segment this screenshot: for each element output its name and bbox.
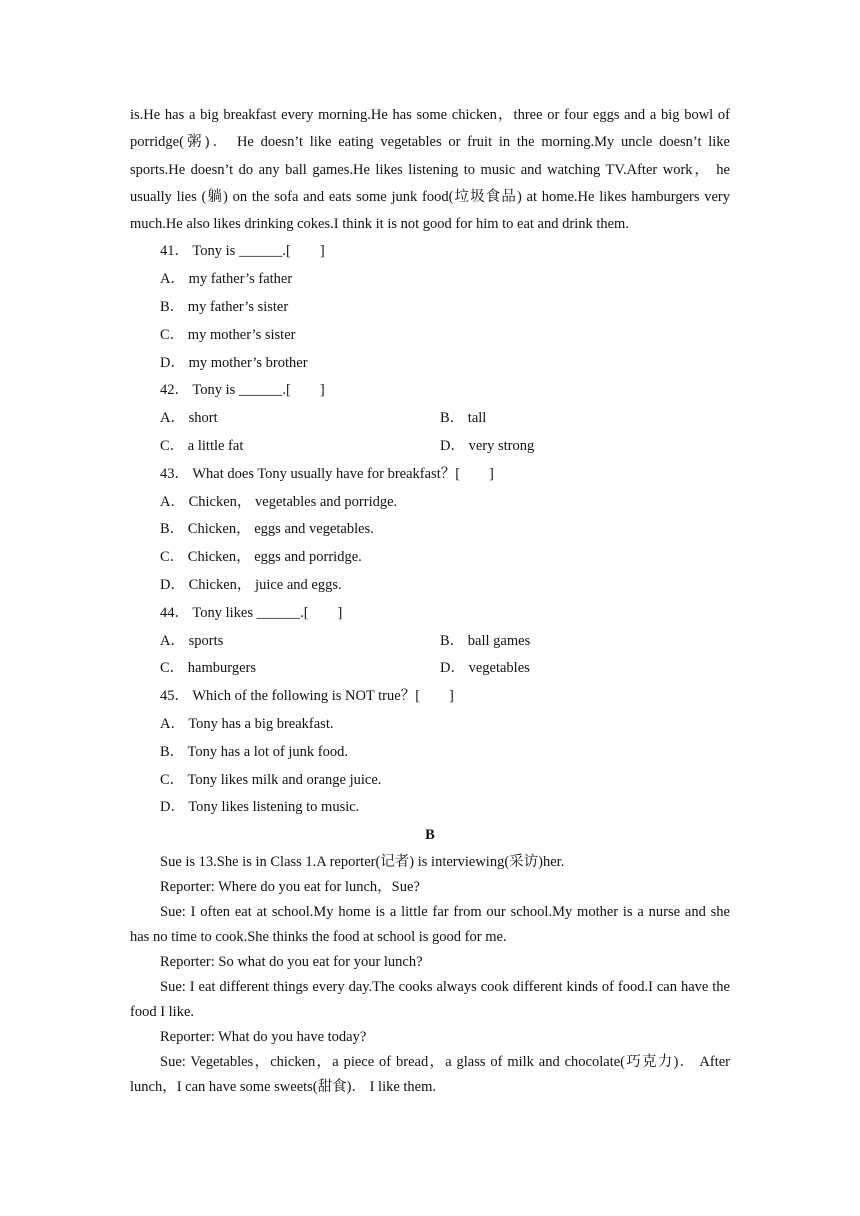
option-a: A． short: [160, 410, 218, 427]
passage-b-paragraph: Sue: I eat different things every day.The cooks always cook different kinds of food.I can have the food I like.: [130, 979, 730, 1021]
option-a: A． Tony has a big breakfast.: [160, 716, 334, 733]
question-43: [130, 461, 730, 600]
options-row: [130, 405, 730, 433]
option-c: C． hamburgers: [160, 660, 256, 677]
option-a: A． sports: [160, 632, 224, 649]
option-d: D． Chicken， juice and eggs.: [160, 577, 342, 594]
passage-b-paragraph: Sue is 13.She is in Class 1.A reporter(记者) is interviewing(采访)her.: [160, 854, 565, 871]
passage-a-continuation: [130, 102, 730, 238]
option-d: D． very strong: [440, 438, 535, 455]
option-a: A． Chicken， vegetables and porridge.: [160, 493, 398, 510]
option-d: D． my mother’s brother: [160, 354, 308, 371]
question-stem: 41． Tony is ______.[ ]: [160, 243, 325, 260]
option-b: B． Tony has a lot of junk food.: [160, 743, 349, 760]
section-b: [130, 822, 730, 1100]
option-a: A． my father’s father: [160, 271, 293, 288]
option-b: B． ball games: [440, 632, 531, 649]
question-stem: 42． Tony is ______.[ ]: [160, 382, 325, 399]
option-d: D． vegetables: [440, 660, 530, 677]
option-b: B． Chicken， eggs and vegetables.: [160, 521, 374, 538]
option-c: C． a little fat: [160, 438, 244, 455]
options-row: [130, 433, 730, 461]
section-heading: B: [425, 827, 435, 844]
options-row: [130, 628, 730, 656]
question-42: [130, 377, 730, 460]
option-c: C． Tony likes milk and orange juice.: [160, 771, 382, 788]
question-stem: 43． What does Tony usually have for breakfast？[ ]: [160, 465, 494, 482]
passage-b-paragraph: Reporter: So what do you eat for your lunch?: [160, 954, 423, 971]
options-row: [130, 655, 730, 683]
option-c: C． my mother’s sister: [160, 326, 296, 343]
passage-b-paragraph: Sue: Vegetables，chicken，a piece of bread，a glass of milk and chocolate(巧克力)． After lunch，I can have some sweets(甜食)． I like them.: [130, 1054, 730, 1096]
option-b: B． my father’s sister: [160, 299, 289, 316]
passage-b-paragraph: Reporter: Where do you eat for lunch，Sue?: [160, 879, 420, 896]
question-41: [130, 238, 730, 377]
passage-a-paragraph: is.He has a big breakfast every morning.He has some chicken，three or four eggs and a big bowl of porridge(粥)． He doesn’t like eating vegetables or fruit in the morning.My uncle doesn’t like sports.He doesn’t do any ball games.He likes listening to music and watching TV.After work， he usually lies (躺) on the sofa and eats some junk food(垃圾食品) at home.He likes hamburgers very much.He also likes drinking cokes.I think it is not good for him to eat and drink them.: [130, 107, 730, 233]
document-content: [130, 102, 730, 1100]
option-b: B． tall: [440, 410, 487, 427]
question-stem: 44． Tony likes ______.[ ]: [160, 604, 343, 621]
question-45: [130, 683, 730, 822]
option-c: C． Chicken， eggs and porridge.: [160, 549, 362, 566]
question-44: [130, 600, 730, 683]
question-stem: 45． Which of the following is NOT true？[ ]: [160, 688, 454, 705]
passage-b-paragraph: Reporter: What do you have today?: [160, 1029, 367, 1046]
option-d: D． Tony likes listening to music.: [160, 799, 360, 816]
passage-b-paragraph: Sue: I often eat at school.My home is a little far from our school.My mother is a nurse and she has no time to cook.She thinks the food at school is good for me.: [130, 904, 730, 946]
